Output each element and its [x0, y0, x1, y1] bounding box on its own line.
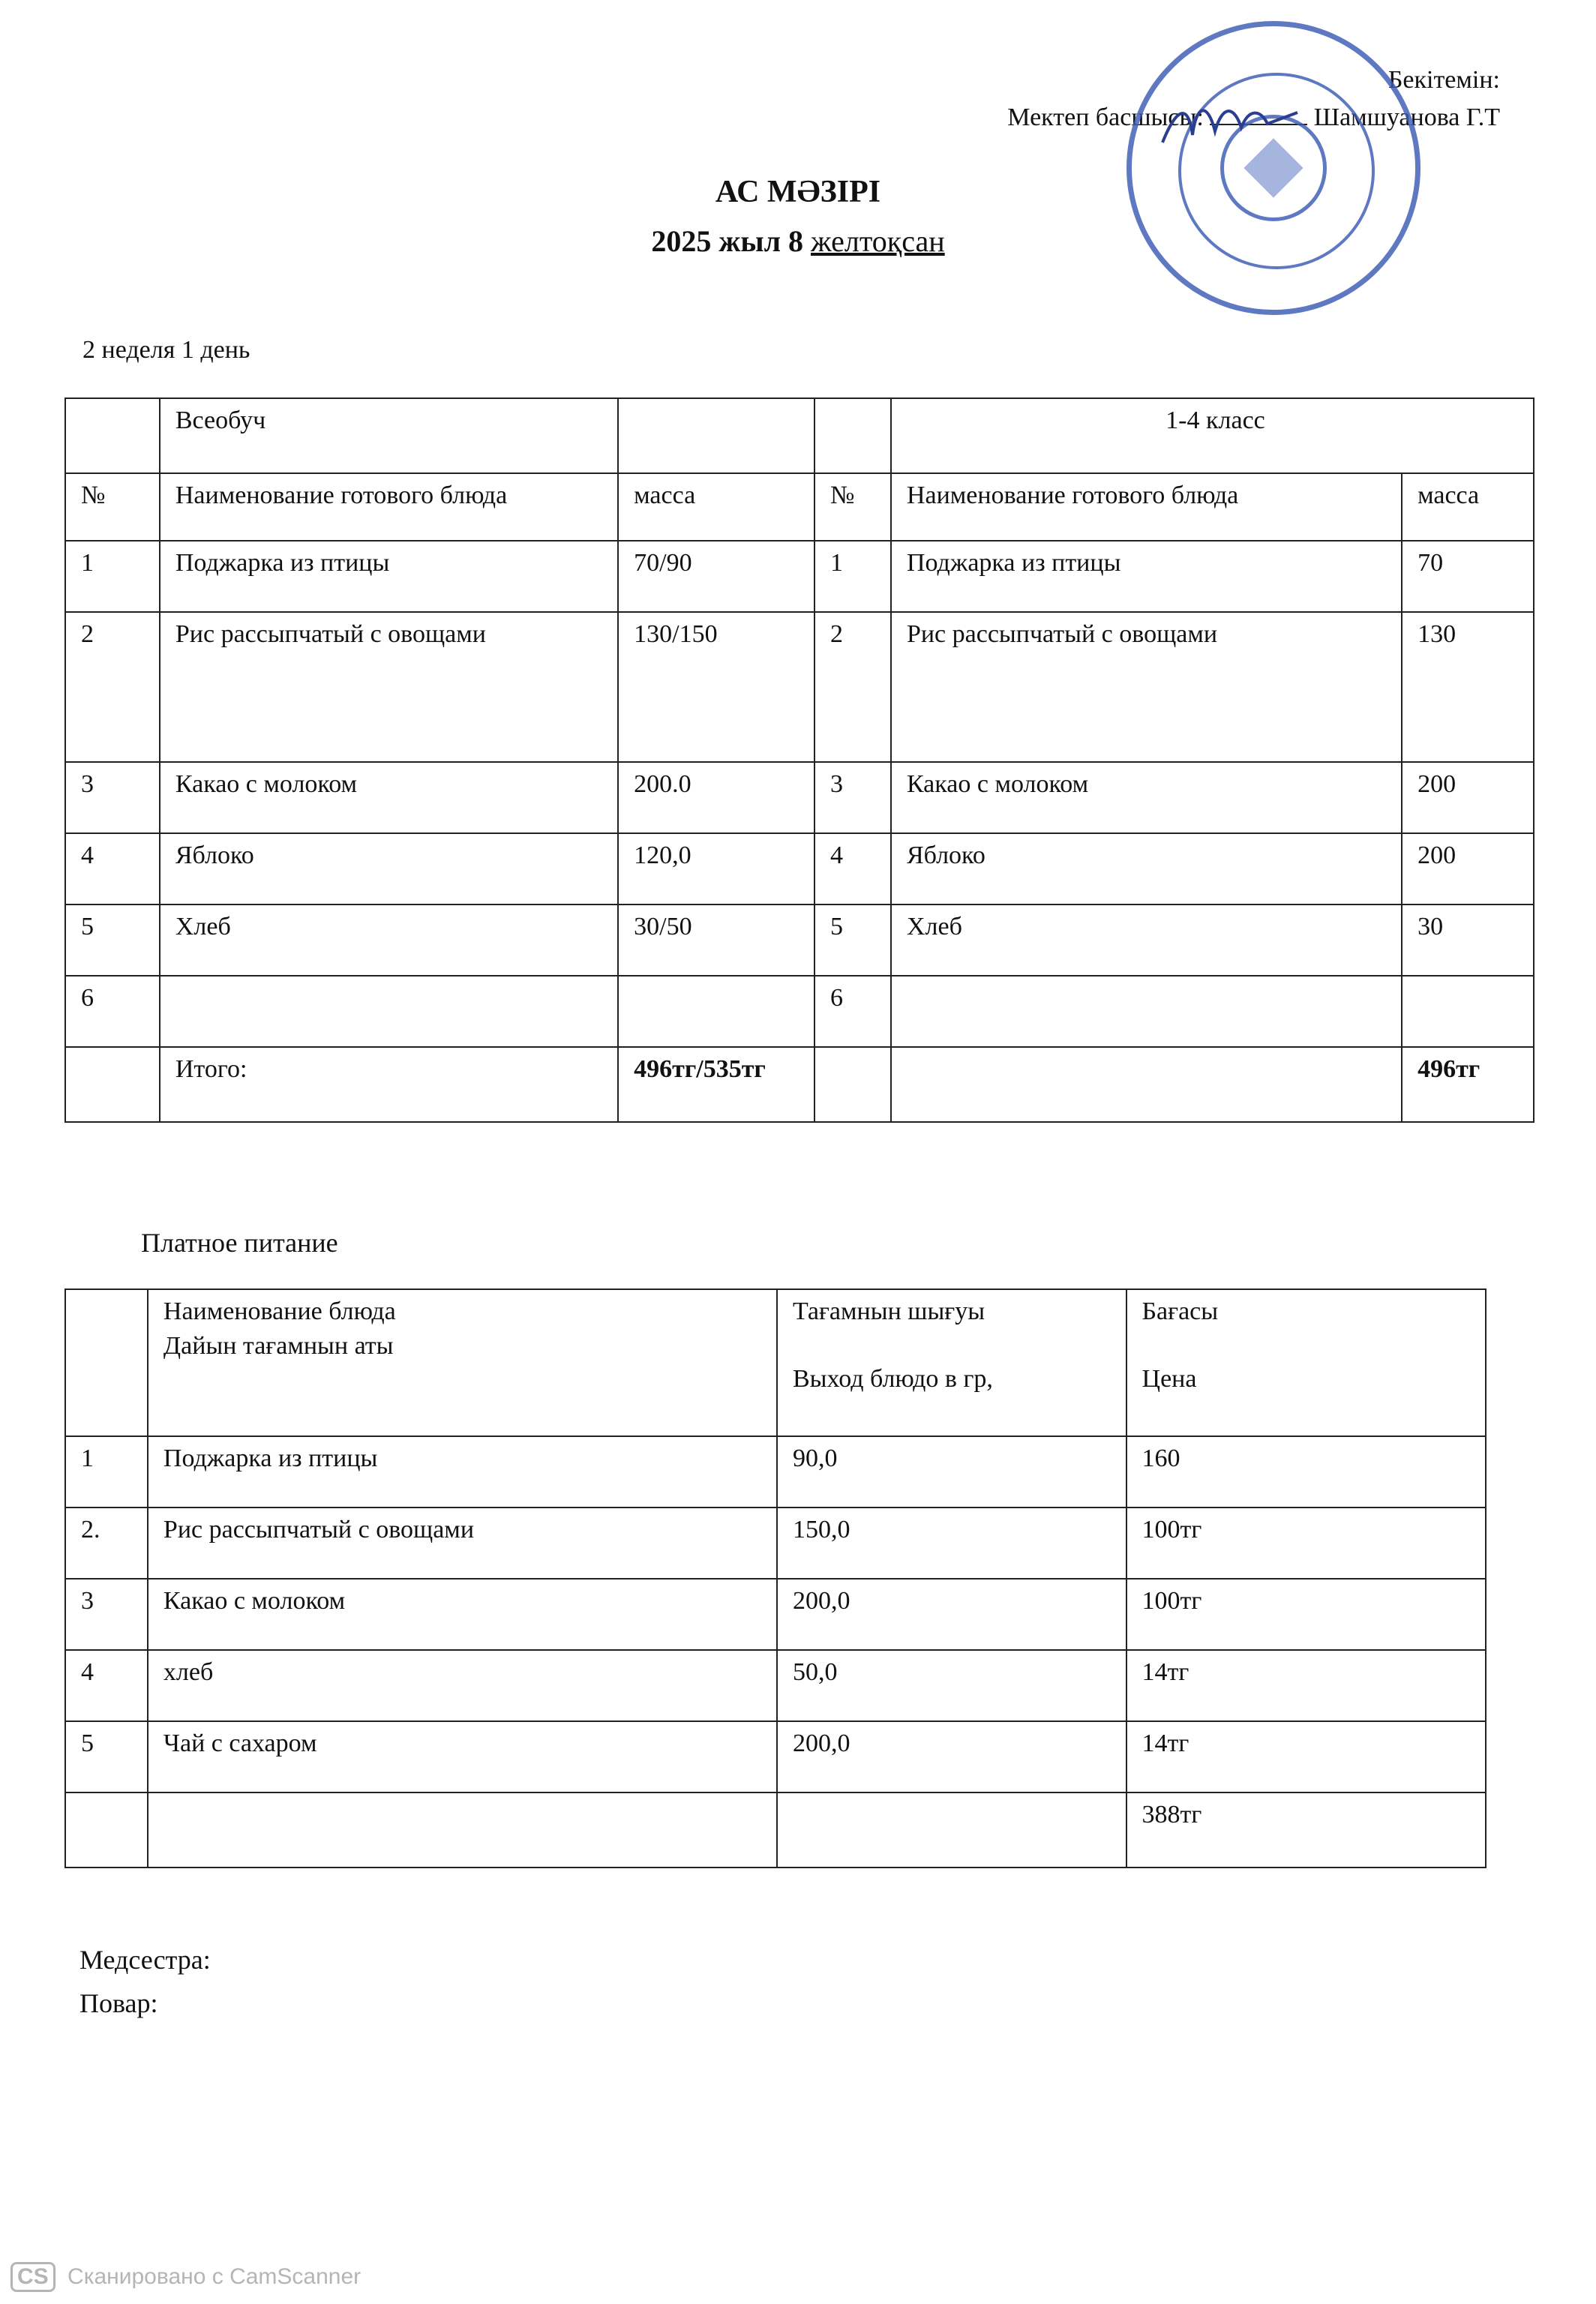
table-row	[65, 904, 1534, 976]
dish-mass: 30	[1402, 904, 1534, 976]
table-row	[65, 833, 1534, 904]
table-row	[65, 1721, 1486, 1792]
dish-mass: 130	[1402, 612, 1534, 762]
paid-total-row	[65, 1792, 1486, 1868]
group-left-label: Всеобуч	[160, 398, 618, 473]
camscanner-logo-icon: CS	[10, 2262, 56, 2292]
dish-name: Хлеб	[891, 904, 1402, 976]
cook-label: Повар:	[80, 1988, 158, 2018]
row-number: 1	[814, 541, 891, 612]
dish-name: Хлеб	[160, 904, 618, 976]
dish-price: 14тг	[1126, 1721, 1486, 1792]
table-row	[65, 612, 1534, 762]
dish-name: Чай с сахаром	[148, 1721, 777, 1792]
menu-date	[0, 224, 1596, 259]
row-number: 3	[65, 762, 160, 833]
paid-header-output-kz: Тағамнын шығуы	[792, 1298, 986, 1325]
dish-name: Яблоко	[160, 833, 618, 904]
row-number: 3	[65, 1579, 148, 1650]
table-row	[65, 762, 1534, 833]
group-right-label: 1-4 класс	[891, 398, 1534, 473]
dish-output: 200,0	[777, 1579, 1126, 1650]
row-number: 5	[814, 904, 891, 976]
dish-mass: 70	[1402, 541, 1534, 612]
dish-name: Поджарка из птицы	[160, 541, 618, 612]
row-number: 5	[65, 904, 160, 976]
dish-name: Рис рассыпчатый с овощами	[891, 612, 1402, 762]
dish-price: 14тг	[1126, 1650, 1486, 1721]
dish-mass: 200.0	[618, 762, 814, 833]
paid-section-title: Платное питание	[141, 1228, 338, 1258]
dish-name: Поджарка из птицы	[148, 1436, 777, 1508]
date-month: желтоқсан	[811, 224, 945, 258]
dish-name: Поджарка из птицы	[891, 541, 1402, 612]
row-number: 4	[814, 833, 891, 904]
date-prefix: 2025 жыл 8	[651, 224, 804, 258]
dish-name	[160, 976, 618, 1047]
row-number: 5	[65, 1721, 148, 1792]
dish-mass: 120,0	[618, 833, 814, 904]
page-title: АС МӘЗІРІ	[715, 175, 881, 209]
column-header: №	[65, 473, 160, 541]
dish-name: Яблоко	[891, 833, 1402, 904]
week-day-label: 2 неделя 1 день	[82, 336, 250, 364]
table-row	[65, 976, 1534, 1047]
camscanner-watermark	[10, 2262, 361, 2292]
column-header: масса	[618, 473, 814, 541]
column-header: №	[814, 473, 891, 541]
dish-name: хлеб	[148, 1650, 777, 1721]
director-label: Мектеп басшысы:	[1007, 104, 1204, 131]
column-header: Наименование готового блюда	[160, 473, 618, 541]
dish-output: 50,0	[777, 1650, 1126, 1721]
dish-price: 100тг	[1126, 1508, 1486, 1579]
dish-output: 90,0	[777, 1436, 1126, 1508]
row-number: 4	[65, 833, 160, 904]
total-row	[65, 1047, 1534, 1122]
dish-name: Рис рассыпчатый с овощами	[148, 1508, 777, 1579]
camscanner-text: Сканировано с CamScanner	[68, 2264, 362, 2289]
director-name: Шамшуанова Г.Т	[1313, 104, 1500, 131]
dish-mass: 70/90	[618, 541, 814, 612]
school-stamp	[1126, 21, 1420, 315]
paid-header-name-ru: Наименование блюда	[163, 1298, 396, 1325]
row-number: 6	[65, 976, 160, 1047]
row-number: 1	[65, 1436, 148, 1508]
dish-name: Какао с молоком	[148, 1579, 777, 1650]
dish-mass	[618, 976, 814, 1047]
dish-price: 100тг	[1126, 1579, 1486, 1650]
row-number: 4	[65, 1650, 148, 1721]
row-number: 2	[814, 612, 891, 762]
row-number: 1	[65, 541, 160, 612]
total-right: 496тг	[1402, 1047, 1534, 1122]
row-number: 3	[814, 762, 891, 833]
paid-total-price: 388тг	[1126, 1792, 1486, 1868]
column-header-row	[65, 473, 1534, 541]
director-signature	[1155, 90, 1305, 158]
table-row	[65, 1436, 1486, 1508]
column-header: Наименование готового блюда	[891, 473, 1402, 541]
dish-mass: 130/150	[618, 612, 814, 762]
nurse-label: Медсестра:	[80, 1945, 211, 1975]
column-header: масса	[1402, 473, 1534, 541]
dish-name: Какао с молоком	[160, 762, 618, 833]
table-row	[65, 1650, 1486, 1721]
total-left: 496тг/535тг	[618, 1047, 814, 1122]
row-number: 2	[65, 612, 160, 762]
dish-name	[891, 976, 1402, 1047]
dish-output: 150,0	[777, 1508, 1126, 1579]
paid-header-output-ru: Выход блюдо в гр,	[792, 1365, 993, 1393]
approval-label: Бекітемін:	[1388, 66, 1500, 94]
total-label: Итого:	[160, 1047, 618, 1122]
paid-header-row	[65, 1289, 1486, 1436]
menu-table	[64, 398, 1534, 1123]
paid-header-price-ru: Цена	[1142, 1365, 1197, 1393]
dish-mass: 200	[1402, 833, 1534, 904]
table-row	[65, 541, 1534, 612]
paid-header-name-kz: Дайын тағамнын аты	[163, 1332, 394, 1360]
paid-header-name	[148, 1289, 777, 1436]
row-number: 6	[814, 976, 891, 1047]
paid-menu-table	[64, 1288, 1486, 1868]
dish-mass: 200	[1402, 762, 1534, 833]
paid-header-price-kz: Бағасы	[1142, 1298, 1219, 1325]
table-row	[65, 1508, 1486, 1579]
table-row	[65, 1579, 1486, 1650]
dish-name: Какао с молоком	[891, 762, 1402, 833]
row-number: 2.	[65, 1508, 148, 1579]
dish-output: 200,0	[777, 1721, 1126, 1792]
paid-header-output	[777, 1289, 1126, 1436]
group-header-row	[65, 398, 1534, 473]
dish-mass	[1402, 976, 1534, 1047]
dish-name: Рис рассыпчатый с овощами	[160, 612, 618, 762]
dish-mass: 30/50	[618, 904, 814, 976]
dish-price: 160	[1126, 1436, 1486, 1508]
paid-header-price	[1126, 1289, 1486, 1436]
